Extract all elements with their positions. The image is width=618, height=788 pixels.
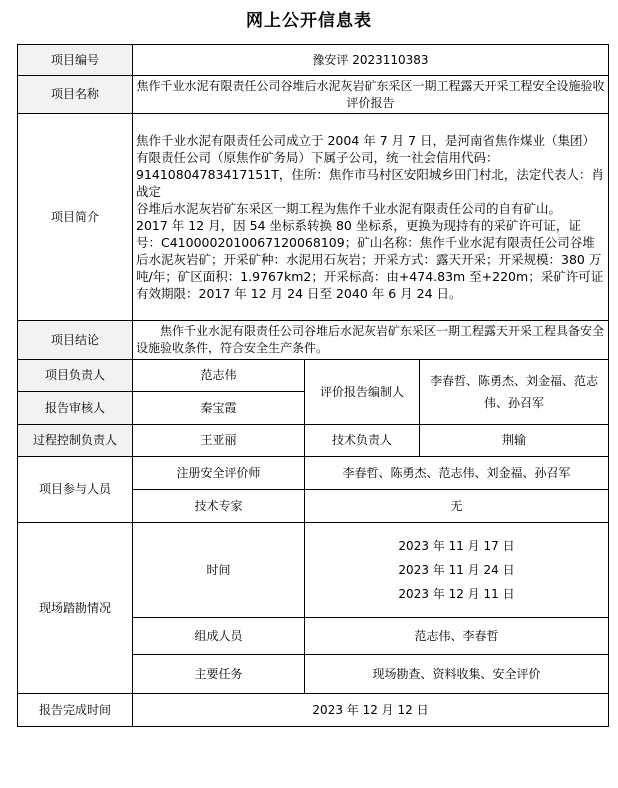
completion-label: 报告完成时间 (18, 694, 133, 727)
process-control-value: 王亚丽 (133, 425, 305, 457)
project-no-label: 项目编号 (18, 45, 133, 76)
intro-paragraph-1: 焦作千业水泥有限责任公司成立于 2004 年 7 月 7 日，是河南省焦作煤业（集团）有限责任公司（原焦作矿务局）下属子公司，统一社会信用代码：91410804783417151T，住所：焦作市马村区安阳城乡田门村北，法定代表人：肖战定 (136, 133, 604, 199)
survey-members-label: 组成人员 (133, 618, 305, 655)
survey-date-3: 2023 年 12 月 11 日 (398, 587, 515, 601)
survey-members-value: 范志伟、李春哲 (305, 618, 609, 655)
tech-leader-value: 荆输 (420, 425, 609, 457)
project-name-value: 焦作千业水泥有限责任公司谷堆后水泥灰岩矿东采区一期工程露天开采工程安全设施验收评价报告 (133, 76, 609, 114)
survey-time-label: 时间 (133, 523, 305, 618)
info-table (17, 44, 609, 727)
report-authors-value: 李春哲、陈勇杰、刘金福、范志伟、孙召军 (420, 360, 609, 425)
leader-label: 项目负责人 (18, 360, 133, 392)
registered-assessor-label: 注册安全评价师 (133, 457, 305, 490)
survey-date-2: 2023 年 11 月 24 日 (398, 563, 515, 577)
tech-expert-value: 无 (305, 490, 609, 523)
conclusion-label: 项目结论 (18, 321, 133, 360)
process-control-label: 过程控制负责人 (18, 425, 133, 457)
intro-paragraph-3: 2017 年 12 月，因 54 坐标系转换 80 坐标系，更换为现持有的采矿许可证，证号：C4100002010067120068109；矿山名称：焦作千业水泥有限责任公司谷堆后水泥灰岩矿；开采矿种：水泥用石灰岩；开采方式：露天开采；开采规模：380 万吨/年；矿区面积：1.9767km2；开采标高：由+474.83m 至+220m；采矿许可证有效期限：2017 年 12 月 24 日至 2040 年 6 月 24 日。 (136, 218, 604, 301)
conclusion-value: 焦作千业水泥有限责任公司谷堆后水泥灰岩矿东采区一期工程露天开采工程具备安全设施验收条件，符合安全生产条件。 (133, 321, 609, 360)
survey-tasks-label: 主要任务 (133, 655, 305, 694)
survey-date-1: 2023 年 11 月 17 日 (398, 539, 515, 553)
participants-label: 项目参与人员 (18, 457, 133, 523)
intro-paragraph-2: 谷堆后水泥灰岩矿东采区一期工程为焦作千业水泥有限责任公司的自有矿山。 (136, 201, 562, 216)
project-no-value: 豫安评 2023110383 (133, 45, 609, 76)
project-intro-value (133, 114, 609, 321)
project-intro-label: 项目简介 (18, 114, 133, 321)
site-survey-label: 现场踏勘情况 (18, 523, 133, 694)
leader-value: 范志伟 (133, 360, 305, 392)
tech-leader-label: 技术负责人 (305, 425, 420, 457)
tech-expert-label: 技术专家 (133, 490, 305, 523)
reviewer-label: 报告审核人 (18, 392, 133, 425)
survey-time-value (305, 523, 609, 618)
reviewer-value: 秦宝霞 (133, 392, 305, 425)
survey-tasks-value: 现场勘查、资料收集、安全评价 (305, 655, 609, 694)
report-authors-label: 评价报告编制人 (305, 360, 420, 425)
registered-assessor-value: 李春哲、陈勇杰、范志伟、刘金福、孙召军 (305, 457, 609, 490)
completion-value: 2023 年 12 月 12 日 (133, 694, 609, 727)
page-title: 网上公开信息表 (246, 11, 372, 31)
project-name-label: 项目名称 (18, 76, 133, 114)
